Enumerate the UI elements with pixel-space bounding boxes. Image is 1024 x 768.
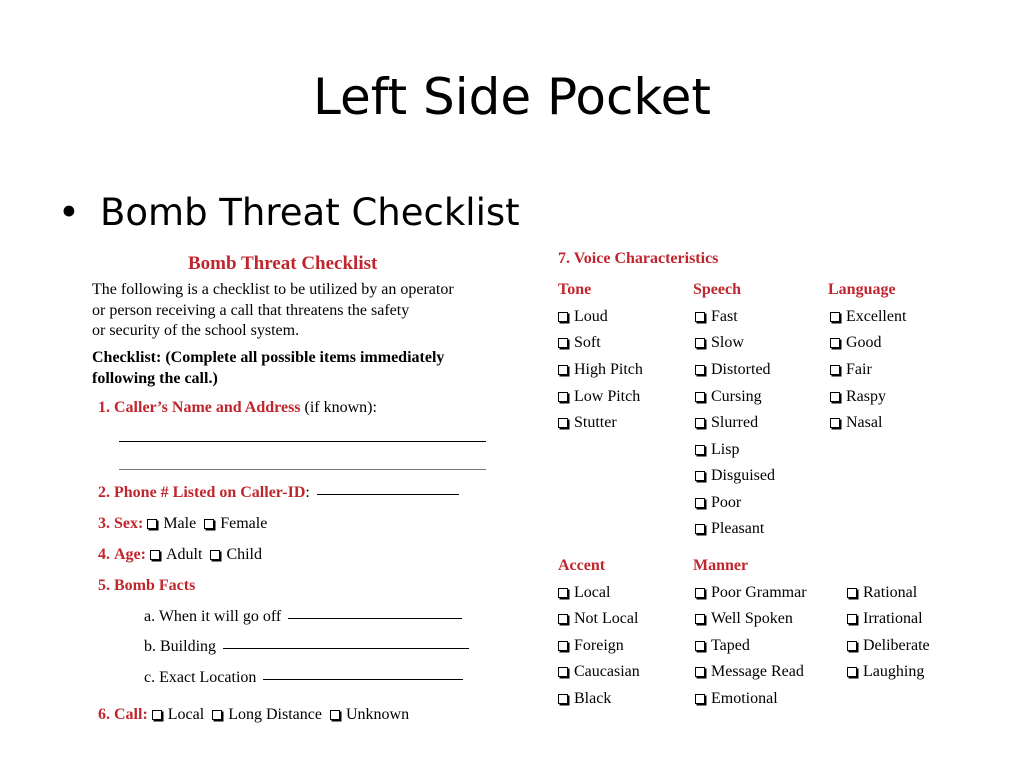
checkbox-icon[interactable]	[695, 338, 705, 348]
age-adult-option[interactable]: Adult	[150, 545, 202, 565]
sex-female-option[interactable]: Female	[204, 514, 267, 534]
sex-male-option[interactable]: Male	[147, 514, 196, 534]
question-caller-name: 1. Caller’s Name and Address (if known):	[98, 399, 377, 416]
checkbox-icon[interactable]	[558, 614, 568, 624]
speech-option[interactable]: Pleasant	[695, 519, 764, 539]
accent-option[interactable]: Caucasian	[558, 662, 640, 682]
accent-option[interactable]: Black	[558, 689, 611, 709]
checkbox-icon[interactable]	[558, 418, 568, 428]
manner-option[interactable]: Well Spoken	[695, 609, 793, 629]
speech-option[interactable]: Fast	[695, 307, 738, 327]
checkbox-icon[interactable]	[558, 312, 568, 322]
accent-option[interactable]: Foreign	[558, 636, 624, 656]
bullet-text: Bomb Threat Checklist	[100, 191, 520, 234]
language-option[interactable]: Fair	[830, 360, 872, 380]
checkbox-icon[interactable]	[695, 694, 705, 704]
caller-name-note: (if known):	[304, 399, 377, 416]
phone-label: Phone # Listed on Caller-ID	[114, 484, 306, 501]
manner-option[interactable]: Taped	[695, 636, 750, 656]
language-heading: Language	[828, 281, 896, 298]
speech-option[interactable]: Slurred	[695, 413, 758, 433]
caller-name-line[interactable]	[119, 441, 486, 442]
checkbox-icon[interactable]	[204, 519, 214, 529]
manner-option[interactable]: Message Read	[695, 662, 804, 682]
age-child-option[interactable]: Child	[210, 545, 262, 565]
call-unknown-option[interactable]: Unknown	[330, 705, 409, 725]
checkbox-icon[interactable]	[695, 365, 705, 375]
checkbox-icon[interactable]	[152, 710, 162, 720]
tone-option[interactable]: High Pitch	[558, 360, 643, 380]
question-age: 4. Age: Adult Child	[98, 546, 262, 563]
question-bomb-facts: 5. Bomb Facts	[98, 577, 196, 594]
tone-heading: Tone	[558, 281, 592, 298]
checkbox-icon[interactable]	[847, 588, 857, 598]
checkbox-icon[interactable]	[830, 338, 840, 348]
checkbox-icon[interactable]	[558, 588, 568, 598]
checkbox-icon[interactable]	[695, 471, 705, 481]
tone-option[interactable]: Stutter	[558, 413, 617, 433]
question-call: 6. Call: Local Long Distance Unknown	[98, 706, 410, 723]
checkbox-icon[interactable]	[330, 710, 340, 720]
checkbox-icon[interactable]	[830, 418, 840, 428]
checkbox-icon[interactable]	[558, 338, 568, 348]
checkbox-icon[interactable]	[695, 418, 705, 428]
checkbox-icon[interactable]	[695, 312, 705, 322]
checkbox-icon[interactable]	[558, 365, 568, 375]
language-option[interactable]: Excellent	[830, 307, 906, 327]
manner-heading: Manner	[693, 557, 749, 574]
checkbox-icon[interactable]	[558, 667, 568, 677]
speech-option[interactable]: Poor	[695, 493, 741, 513]
location-line[interactable]	[263, 679, 463, 680]
call-local-option[interactable]: Local	[152, 705, 204, 725]
instructions-line: Checklist: (Complete all possible items immediately	[92, 349, 445, 366]
checkbox-icon[interactable]	[695, 445, 705, 455]
language-option[interactable]: Good	[830, 333, 882, 353]
checkbox-icon[interactable]	[695, 667, 705, 677]
bomb-fact-location: c. Exact Location	[144, 668, 463, 688]
building-line[interactable]	[223, 648, 469, 649]
tone-option[interactable]: Loud	[558, 307, 608, 327]
bomb-fact-building: b. Building	[144, 637, 469, 657]
bomb-fact-when: a. When it will go off	[144, 607, 462, 627]
checkbox-icon[interactable]	[695, 641, 705, 651]
intro-line: The following is a checklist to be utilized by an operator	[92, 281, 454, 298]
accent-option[interactable]: Local	[558, 583, 610, 603]
speech-option[interactable]: Lisp	[695, 440, 739, 460]
voice-title: 7. Voice Characteristics	[558, 250, 719, 267]
speech-option[interactable]: Disguised	[695, 466, 775, 486]
bullet-dot: •	[58, 191, 80, 234]
manner-option[interactable]: Deliberate	[847, 636, 930, 656]
bullet-item	[58, 188, 520, 238]
caller-address-line[interactable]	[119, 469, 486, 470]
speech-option[interactable]: Slow	[695, 333, 744, 353]
checkbox-icon[interactable]	[558, 641, 568, 651]
intro-line: or person receiving a call that threatens the safety	[92, 301, 410, 319]
intro-line: or security of the school system.	[92, 322, 300, 339]
checkbox-icon[interactable]	[695, 524, 705, 534]
checkbox-icon[interactable]	[695, 614, 705, 624]
checkbox-icon[interactable]	[830, 365, 840, 375]
question-sex: 3. Sex: Male Female	[98, 515, 268, 532]
question-phone: 2. Phone # Listed on Caller-ID:	[98, 483, 459, 503]
instructions-line: following the call.)	[92, 369, 218, 387]
checklist-instructions	[92, 348, 444, 389]
checkbox-icon[interactable]	[558, 694, 568, 704]
call-long-distance-option[interactable]: Long Distance	[212, 705, 322, 725]
checkbox-icon[interactable]	[847, 641, 857, 651]
checkbox-icon[interactable]	[830, 392, 840, 402]
speech-option[interactable]: Cursing	[695, 387, 762, 407]
checkbox-icon[interactable]	[830, 312, 840, 322]
phone-line[interactable]	[317, 494, 459, 495]
checklist-title: Bomb Threat Checklist	[188, 253, 378, 274]
language-option[interactable]: Nasal	[830, 413, 882, 433]
speech-heading: Speech	[693, 281, 741, 298]
manner-option[interactable]: Poor Grammar	[695, 583, 807, 603]
language-option[interactable]: Raspy	[830, 387, 886, 407]
manner-option[interactable]: Laughing	[847, 662, 924, 682]
tone-option[interactable]: Soft	[558, 333, 601, 353]
checklist-intro	[92, 280, 454, 342]
manner-option[interactable]: Emotional	[695, 689, 778, 709]
checkbox-icon[interactable]	[695, 588, 705, 598]
checkbox-icon[interactable]	[847, 667, 857, 677]
tone-option[interactable]: Low Pitch	[558, 387, 640, 407]
checkbox-icon[interactable]	[147, 519, 157, 529]
checkbox-icon[interactable]	[847, 614, 857, 624]
accent-option[interactable]: Not Local	[558, 609, 638, 629]
checkbox-icon[interactable]	[695, 498, 705, 508]
checkbox-icon[interactable]	[695, 392, 705, 402]
checkbox-icon[interactable]	[558, 392, 568, 402]
checkbox-icon[interactable]	[150, 550, 160, 560]
slide-title: Left Side Pocket	[313, 68, 711, 126]
accent-heading: Accent	[558, 557, 606, 574]
checkbox-icon[interactable]	[210, 550, 220, 560]
manner-option[interactable]: Irrational	[847, 609, 923, 629]
when-line[interactable]	[288, 618, 462, 619]
speech-option[interactable]: Distorted	[695, 360, 771, 380]
caller-name-label: Caller’s Name and Address	[114, 399, 301, 416]
manner-option[interactable]: Rational	[847, 583, 917, 603]
checkbox-icon[interactable]	[212, 710, 222, 720]
